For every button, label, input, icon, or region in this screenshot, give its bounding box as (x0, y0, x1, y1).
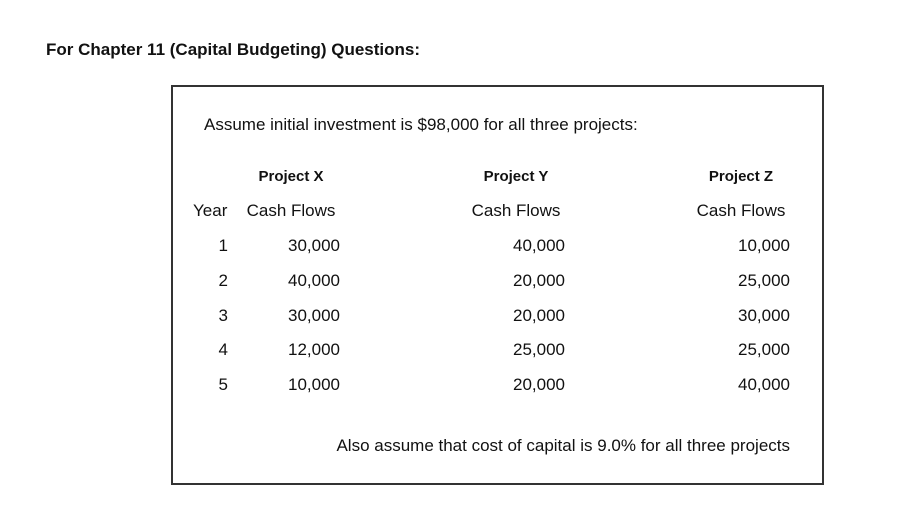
project-z-cash-flow: 30,000 (738, 306, 790, 325)
year-cell: 5 (218, 375, 228, 394)
project-x-cash-flow: 12,000 (288, 340, 340, 359)
project-z-cash-flow: 10,000 (738, 236, 790, 255)
year-cell: 2 (218, 271, 228, 290)
footer-text: Also assume that cost of capital is 9.0% for all three projects (336, 436, 790, 455)
cash-flows-y-header: Cash Flows (471, 201, 561, 220)
project-z-header: Project Z (708, 168, 774, 185)
project-y-cash-flow: 25,000 (513, 340, 565, 359)
year-cell: 3 (218, 306, 228, 325)
project-z-cash-flow: 25,000 (738, 340, 790, 359)
page-heading: For Chapter 11 (Capital Budgeting) Questions: (46, 40, 421, 59)
project-x-cash-flow: 10,000 (288, 375, 340, 394)
project-y-cash-flow: 20,000 (513, 306, 565, 325)
intro-text: Assume initial investment is $98,000 for all three projects: (204, 115, 638, 134)
project-x-cash-flow: 30,000 (288, 236, 340, 255)
year-header: Year (193, 201, 228, 220)
project-x-cash-flow: 40,000 (288, 271, 340, 290)
year-cell: 4 (218, 340, 228, 359)
cash-flows-z-header: Cash Flows (696, 201, 786, 220)
project-x-cash-flow: 30,000 (288, 306, 340, 325)
project-x-header: Project X (258, 168, 324, 185)
project-y-header: Project Y (483, 168, 549, 185)
project-z-cash-flow: 25,000 (738, 271, 790, 290)
cash-flows-x-header: Cash Flows (246, 201, 336, 220)
project-y-cash-flow: 20,000 (513, 271, 565, 290)
project-y-cash-flow: 40,000 (513, 236, 565, 255)
project-z-cash-flow: 40,000 (738, 375, 790, 394)
project-y-cash-flow: 20,000 (513, 375, 565, 394)
year-cell: 1 (218, 236, 228, 255)
